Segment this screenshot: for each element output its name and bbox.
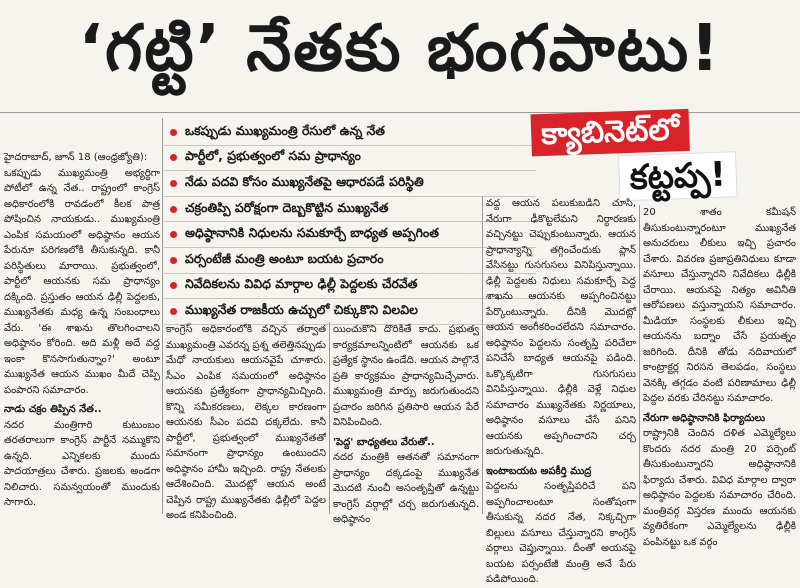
bullet-icon	[170, 206, 177, 213]
article-column-1	[4, 150, 160, 514]
paragraph: ఒకప్పుడు ముఖ్యమంత్రి అభ్యర్థిగా పోటీలో ఉన్న నేత.. రాష్ట్రంలో కాంగ్రెస్ అధికారంలోకి రావడంలో కీలక పాత్ర పోషించిన నాయకుడు.. ముఖ్యమంత్రి ఎంపిక సమయంలో అధిష్ఠానం ఆయన పేరునూ పరిగణలోకి తీసుకున్నది. కానీ పరిస్థితులు మారాయి. ప్రభుత్వంలో, పార్టీలో ఆయనకు సమ ప్రాధాన్యం దక్కింది. ప్రస్తుతం ఆయన ఢిల్లీ పెద్దలకు, ముఖ్యనేతకు మధ్య ఉన్న సంబంధాలు వేరు. 'ఈ శాఖను తొలగించాలని అధిష్ఠానం కోరింది. అది మళ్లీ అదే వద్ద ఇంకా కొనసాగుతున్నాం?' అంటూ ముఖ్యనేత ఆయన ముఖం మీదే చెప్పి పంపారని సమాచారం.	[4, 167, 160, 396]
article-column-2	[166, 322, 326, 521]
section-subhead: నేరుగా అధిష్ఠానానికి ఫిర్యాదులు	[643, 412, 766, 424]
highlight-item: అధిష్ఠానానికి నిధులను సమకూర్చే బాధ్యత అప్పగింత	[164, 222, 536, 248]
paragraph: నదర మంత్రిగారి కుటుంబం తరతరాలుగా కాంగ్రెస్ పార్టీనే నమ్ముకొని ఉన్నది. ఎన్నికలకు ముందు పాదయాత్రలు చేశారు. ప్రజలకు అండగా నిలిచారు. సమన్వయంతో ముందుకు సాగారు.	[4, 419, 160, 508]
bullet-icon	[170, 180, 177, 187]
bullet-icon	[170, 231, 177, 238]
paragraph: 20 శాతం కమీషన్ తీసుకుంటున్నారంటూ ముఖ్యనేత అనుచరులు లీకులు ఇచ్చి ప్రచారం చేశారు. వివరణ ప్రజాప్రతినిధులు కూడా వసూలు చేస్తున్నారని నివేదికలు ఢిల్లీకి చేరాయి. ఆయనపై నిత్యం అవినీతి ఆరోపణలు వస్తున్నాయని సమాచారం. మీడియా సంస్థలకు లీకులు ఇచ్చి ఆయనను బద్నాం చేసే ప్రయత్నం జరిగింది. దీనికి తోడు నదివాయలో కాంట్రాక్టర్ల నిరసన తెలపడం, సంస్థలు వెనక్కి తగ్గడం వంటి పరిణామాలు ఢిల్లీ పెద్దల వరకు చేరినట్టు సమాచారం.	[643, 207, 796, 404]
paragraph: యించుకొని దొరికితే కాదు. ప్రభుత్వ కార్యక్రమాలన్నింటిలో ఆయనకు ఒక ప్రత్యేక స్థానం ఉండేది. ఆయన పాల్గొనే ప్రతి కార్యక్రమం ప్రాధాన్యమిచ్చేవారు. ముఖ్యమంత్రి మార్పు జరుగుతుందని ప్రచారం జరిగిన ప్రతిసారి ఆయన పేరే వినిపించింది.	[333, 324, 479, 428]
highlights-list	[164, 120, 536, 325]
kicker-line-2: కట్టప్ప!	[618, 151, 738, 201]
paragraph: వద్ద ఆయన పలుకుబడిని చూసి, నేరుగా ఢీకొట్టలేమని నిర్ధారణకు వచ్చినట్టు చెప్పుకుంటున్నారు. ఆయన ప్రాధాన్యాన్ని తగ్గించేందుకు ప్లాన్ వేసినట్టు గుసగుసలు వినిపిస్తున్నాయి. ఢిల్లీ పెద్దలకు నిధులు సమకూర్చే పెద్ద శాఖను ఆయనకు అప్పగించినట్టు పేర్కొంటున్నారు. దీనికి మొదట్లో ఆయన అంగీకరించలేదని సమాచారం. అధిష్ఠానం పెద్దలను సంతృప్తి పరిచేలా పనిచేసే బాధ్యత ఆయనపై పడింది. ఒక్కొక్కటిగా గుసగుసలు వినిపిస్తున్నాయి. ఢిల్లీకి వెళ్లే నిధుల సమాచారం ముఖ్యనేతకు నిర్ణయాలు, అధిష్ఠానం వసూలు చేసే పనిని ఆయనకు అప్పగించారని చర్చ జరుగుతున్నది.	[486, 198, 636, 457]
section-subhead: నాడు చక్రం తిప్పిన నేత..	[4, 404, 102, 415]
bullet-icon	[170, 129, 177, 136]
article-column-5	[643, 205, 796, 548]
highlight-item: ఒకప్పుడు ముఖ్యమంత్రి రేసులో ఉన్న నేత	[164, 120, 536, 146]
paragraph: పెద్దలను సంతృప్తిపరిచే పని అప్పగించాలంటూ సంతోషంగా తీసుకున్న నదర నేత, నిక్కచ్చిగా బిల్లులు వసూలు చేస్తున్నారని కాంగ్రెస్ వర్గాలు చెప్తున్నాయి. దీంతో అయనపై బయట పర్సంటేజీ మంత్రి అనే పేరు పడిపోయింది.	[486, 481, 636, 585]
highlight-item: పర్సంటేజీ మంత్రి అంటూ బయట ప్రచారం	[164, 248, 536, 274]
article-column-4	[486, 196, 636, 585]
dateline: హైదరాబాద్, జూన్ 18 (ఆంధ్రజ్యోతి):	[4, 152, 148, 163]
highlight-item: ముఖ్యనేత రాజకీయ ఉచ్చులో చిక్కుకొని విలవిల	[164, 299, 536, 325]
paragraph: కాంగ్రెస్ అధికారంలోకి వచ్చిన తర్వాత ముఖ్యమంత్రి ఎవరన్న ప్రశ్న తలెత్తినప్పుడు మేధో నాయకులు ఆయనవైపే చూశారు. సీఎం ఎంపిక సమయంలో అధిష్ఠానం ఆయనకు ప్రత్యేకంగా ప్రాధాన్యమిచ్చింది. కొన్ని సమీకరణలు, లెక్కల కారణంగా ఆయనకు సీఎం పదవి దక్కలేదు. కానీ పార్టీలో, ప్రభుత్వంలో ముఖ్యనేతతో సమానంగా ప్రాధాన్యం ఉంటుందని అధిష్ఠానం హామీ ఇచ్చింది. రాష్ట్ర నేతలకు ఆదేశించింది. మొదట్లో ఆయన అంటే చెప్పిన రాష్ట్ర ముఖ్యనేతకు ఢిల్లీలో పెద్దల అండ కనిపించింది.	[166, 324, 326, 521]
section-subhead: 'పెద్ద' బాధ్యతలు వేరుతో..	[333, 436, 435, 448]
bullet-icon	[170, 257, 177, 264]
column-divider	[639, 205, 640, 514]
section-subhead: ఇంటాబయట అపకీర్తి ముద్ర	[486, 465, 592, 477]
column-divider	[329, 322, 330, 514]
article-column-3	[333, 322, 479, 525]
kicker-banner	[531, 106, 786, 203]
bullet-icon	[170, 154, 177, 161]
column-divider	[482, 196, 483, 514]
article-headline: ‘గట్టి’ నేతకు భంగపాటు!	[78, 11, 722, 86]
highlight-item: నివేదికలను వివిధ మార్గాల ఢిల్లీ పెద్దలకు చేరవేత	[164, 274, 536, 300]
highlight-item: చక్రంతిప్పి పరోక్షంగా దెబ్బకొట్టిన ముఖ్యనేత	[164, 197, 536, 223]
bullet-icon	[170, 308, 177, 315]
paragraph: రాష్ట్రానికి చెందిన దళిత ఎమ్మెల్యేలు కొందరు నదర మంత్రి 20 పర్సెంట్ తీసుకుంటున్నారని అధిష్ఠానానికి ఫిర్యాదు చేశారు. వివిధ మార్గాల ద్వారా అధిష్ఠానం పెద్దలకు సమాచారం చేరింది. మంత్రివర్గ విస్తరణ ముందు ఆయనకు వ్యతిరేకంగా ఎమ్మెల్యేలను ఢిల్లీకి పంపినట్టు ఒక వర్గం	[643, 428, 796, 548]
bullet-icon	[170, 282, 177, 289]
paragraph: నదర మంత్రికి ఆతనతో సమానంగా ప్రాధాన్యం దక్కడంపై ముఖ్యనేత మొదటి నుంచీ అసంతృప్తితో ఉన్నట్టు కాంగ్రెస్ వర్గాల్లో చర్చ జరుగుతున్నది. అధిష్ఠానం	[333, 452, 479, 525]
highlight-item: పార్టీలో, ప్రభుత్వంలో సమ ప్రాధాన్యం	[164, 146, 536, 172]
column-divider	[162, 118, 163, 514]
kicker-line-1: క్యాబినెట్‌లో	[531, 109, 690, 156]
highlight-item: నేడు పదవి కోసం ముఖ్యనేతపై ఆధారపడే పరిస్థితి	[164, 171, 536, 197]
